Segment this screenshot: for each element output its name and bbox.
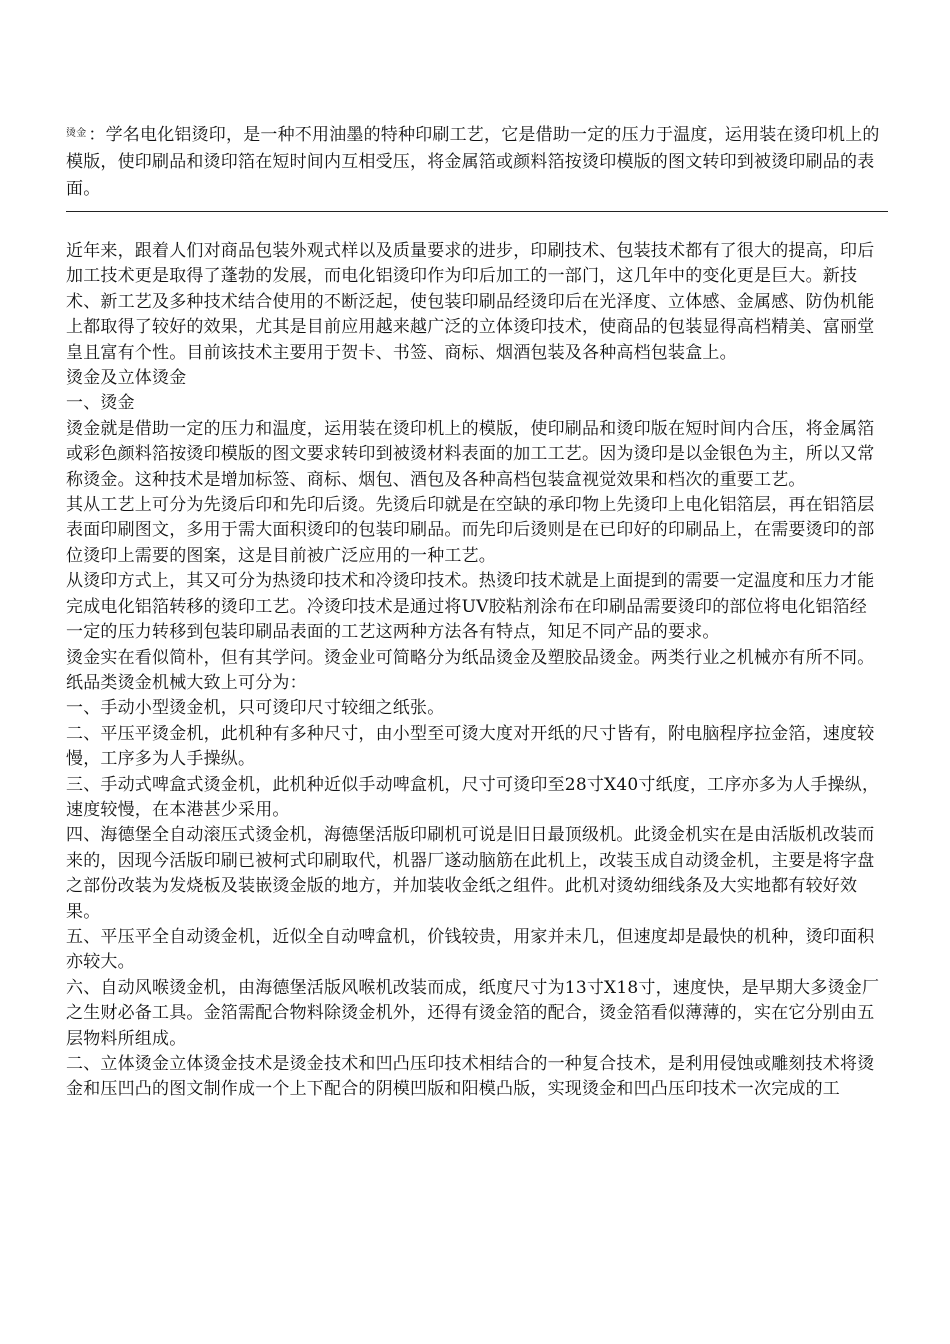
body-text <box>66 239 882 1103</box>
list-item: 六、自动风喉烫金机，由海德堡活版风喉机改装而成，纸度尺寸为13寸X18寸，速度快，是早期大多烫金厂之生财必备工具。金箔需配合物料除烫金机外，还得有烫金箔的配合，烫金箔看似薄薄的，实在它分别由五层物料所组成。 <box>66 977 880 1049</box>
intro-text: ：学名电化铝烫印，是一种不用油墨的特种印刷工艺，它是借助一定的压力于温度，运用装在烫印机上的模版，使印刷品和烫印箔在短时间内互相受压，将金属箔或颜料箔按烫印模版的图文转印到被烫印刷品的表面。 <box>66 125 880 199</box>
list-item: 四、海德堡全自动滚压式烫金机，海德堡活版印刷机可说是旧日最顶级机。此烫金机实在是由活版机改装而来的，因现今活版印刷已被柯式印刷取代，机器厂遂动脑筋在此机上，改装玉成自动烫金机，主要是将字盘之部份改装为发烧板及装嵌烫金版的地方，并加装收金纸之组件。此机对烫幼细线条及大实地都有较好效果。 <box>66 825 875 922</box>
subsection-heading: 一、烫金 <box>66 393 135 414</box>
paragraph-process-types: 其从工艺上可分为先烫后印和先印后烫。先烫后印就是在空缺的承印物上先烫印上电化铝箔层，再在铝箔层表面印刷图文，多用于需大面积烫印的包装印刷品。而先印后烫则是在已印好的印刷品上，在需要烫印的部位烫印上需要的图案，这是目前被广泛应用的一种工艺。 <box>66 495 875 566</box>
paragraph-machine-intro: 纸品类烫金机械大致上可分为： <box>66 672 307 693</box>
list-item: 一、手动小型烫金机，只可烫印尺寸较细之纸张。 <box>66 698 445 719</box>
intro-lead-term: 烫金 <box>66 128 87 139</box>
section-heading: 烫金及立体烫金 <box>66 368 187 389</box>
list-item: 三、手动式啤盒式烫金机，此机种近似手动啤盒机，尺寸可烫印至28寸X40寸纸度，工序亦多为人手操纵，速度较慢，在本港甚少采用。 <box>66 774 880 820</box>
paragraph-categories: 烫金实在看似简朴，但有其学问。烫金业可简略分为纸品烫金及塑胶品烫金。两类行业之机械亦有所不同。 <box>66 647 875 668</box>
paragraph-stamping-methods: 从烫印方式上，其又可分为热烫印技术和冷烫印技术。热烫印技术就是上面提到的需要一定温度和压力才能完成电化铝箔转移的烫印工艺。冷烫印技术是通过将UV胶粘剂涂布在印刷品需要烫印的部位将电化铝箔经一定的压力转移到包装印刷品表面的工艺这两种方法各有特点，知足不同产品的要求。 <box>66 571 875 643</box>
intro-paragraph <box>66 120 882 203</box>
paragraph-overview: 近年来，跟着人们对商品包装外观式样以及质量要求的进步，印刷技术、包装技术都有了很大的提高，印后加工技术更是取得了蓬勃的发展，而电化铝烫印作为印后加工的一部门，这几年中的变化更是巨大。新技术、新工艺及多种技术结合使用的不断泛起，使包装印刷品经烫印后在光泽度、立体感、金属感、防伪机能上都取得了较好的效果，尤其是目前应用越来越广泛的立体烫印技术，使商品的包装显得高档精美、富丽堂皇且富有个性。目前该技术主要用于贺卡、书签、商标、烟酒包装及各种高档包装盒上。 <box>66 241 875 363</box>
paragraph-3d-stamping: 二、立体烫金立体烫金技术是烫金技术和凹凸压印技术相结合的一种复合技术，是利用侵蚀或雕刻技术将烫金和压凹凸的图文制作成一个上下配合的阴模凹版和阳模凸版，实现烫金和凹凸压印技术一次完成的工 <box>66 1054 875 1100</box>
list-item: 二、平压平烫金机，此机种有多种尺寸，由小型至可烫大度对开纸的尺寸皆有，附电脑程序拉金箔，速度较慢，工序多为人手操纵。 <box>66 723 875 770</box>
paragraph-definition: 烫金就是借助一定的压力和温度，运用装在烫印机上的模版，使印刷品和烫印版在短时间内合压，将金属箔或彩色颜料箔按烫印模版的图文要求转印到被烫材料表面的加工工艺。因为烫印是以金银色为主，所以又常称烫金。这种技术是增加标签、商标、烟包、酒包及各种高档包装盒视觉效果和档次的重要工艺。 <box>66 418 875 490</box>
divider-line <box>66 211 888 212</box>
list-item: 五、平压平全自动烫金机，近似全自动啤盒机，价钱较贵，用家并未几，但速度却是最快的机种，烫印面积亦较大。 <box>66 926 875 973</box>
